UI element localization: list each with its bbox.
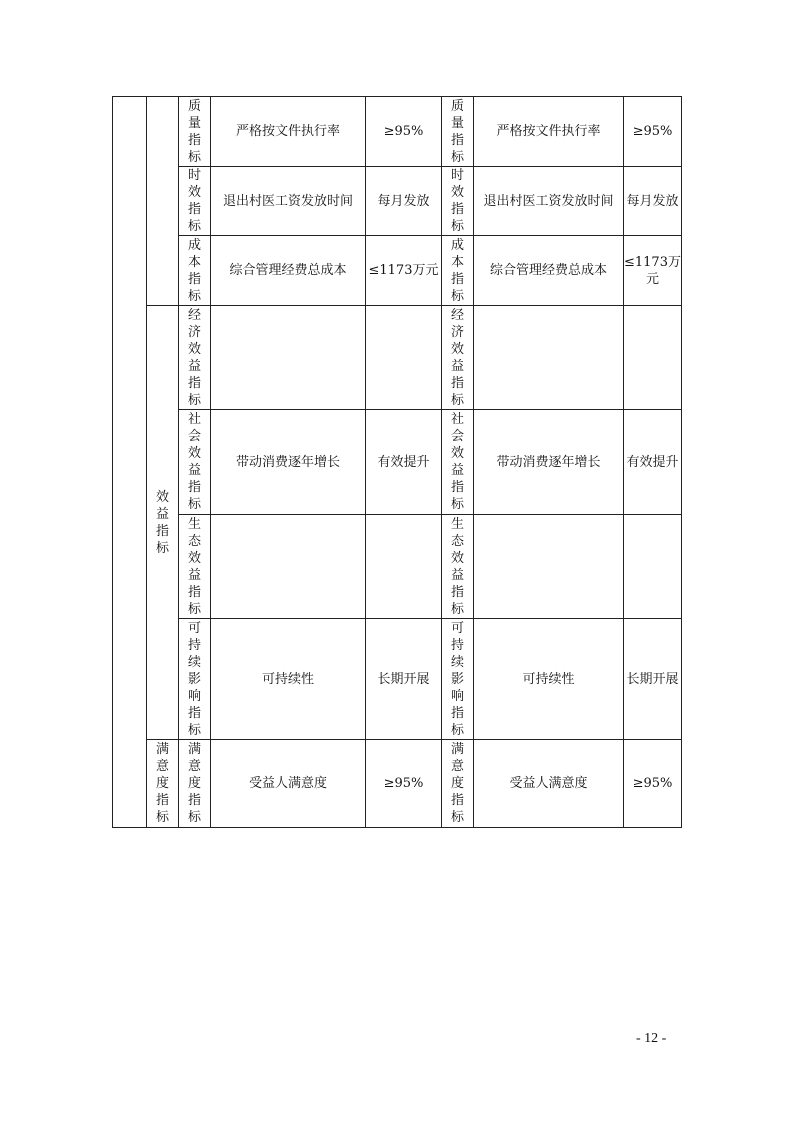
table-row	[113, 167, 682, 236]
level3-indicator-name: 成 本 指 标	[442, 236, 474, 306]
indicator-value	[624, 306, 682, 410]
indicator-value	[366, 515, 442, 619]
table-row	[113, 236, 682, 306]
level3-indicator-content: 综合管理经费总成本	[474, 236, 624, 306]
indicator-value: ≤1173万元	[366, 236, 442, 306]
page-number: - 12 -	[636, 1031, 667, 1046]
level3-indicator-name: 满 意 度 指 标	[442, 740, 474, 828]
level3-indicator-content	[474, 515, 624, 619]
level3-indicator-name: 时 效 指 标	[179, 167, 211, 236]
performance-indicator-table	[112, 96, 682, 828]
level3-indicator-name: 成 本 指 标	[179, 236, 211, 306]
indicator-value: 每月发放	[366, 167, 442, 236]
level3-indicator-name: 时 效 指 标	[442, 167, 474, 236]
table-row	[113, 619, 682, 740]
indicator-value: ≥95%	[624, 97, 682, 167]
level3-indicator-name: 生 态 效 益 指 标	[179, 515, 211, 619]
indicator-value: ≥95%	[366, 740, 442, 828]
level3-indicator-name: 满 意 度 指 标	[179, 740, 211, 828]
table-row	[113, 97, 682, 167]
table-row	[113, 515, 682, 619]
table-row	[113, 306, 682, 410]
level2-indicator-name: 效 益 指 标	[147, 306, 179, 740]
level3-indicator-name: 社 会 效 益 指 标	[179, 410, 211, 515]
level3-indicator-content: 受益人满意度	[211, 740, 366, 828]
level3-indicator-name: 社 会 效 益 指 标	[442, 410, 474, 515]
indicator-value: ≥95%	[366, 97, 442, 167]
level3-indicator-content: 可持续性	[474, 619, 624, 740]
indicator-value: 长期开展	[366, 619, 442, 740]
indicator-value: ≤1173万元	[624, 236, 682, 306]
table-row	[113, 740, 682, 828]
level3-indicator-name: 质 量 指 标	[442, 97, 474, 167]
level3-indicator-content: 退出村医工资发放时间	[211, 167, 366, 236]
level3-indicator-content	[211, 515, 366, 619]
indicator-value	[624, 515, 682, 619]
level3-indicator-name: 质 量 指 标	[179, 97, 211, 167]
level3-indicator-content: 受益人满意度	[474, 740, 624, 828]
blank-level1-cell	[113, 97, 147, 828]
indicator-value: 长期开展	[624, 619, 682, 740]
level3-indicator-name: 生 态 效 益 指 标	[442, 515, 474, 619]
indicator-value: ≥95%	[624, 740, 682, 828]
level3-indicator-content: 综合管理经费总成本	[211, 236, 366, 306]
level3-indicator-name: 可 持 续 影 响 指 标	[442, 619, 474, 740]
level3-indicator-content: 可持续性	[211, 619, 366, 740]
indicator-value: 每月发放	[624, 167, 682, 236]
level3-indicator-content: 严格按文件执行率	[474, 97, 624, 167]
level3-indicator-name: 经 济 效 益 指 标	[179, 306, 211, 410]
blank-level2-cell	[147, 97, 179, 306]
level3-indicator-content: 带动消费逐年增长	[211, 410, 366, 515]
indicator-value	[366, 306, 442, 410]
level3-indicator-name: 可 持 续 影 响 指 标	[179, 619, 211, 740]
level3-indicator-content	[474, 306, 624, 410]
indicator-value: 有效提升	[624, 410, 682, 515]
level2-indicator-name: 满 意 度 指 标	[147, 740, 179, 828]
level3-indicator-content	[211, 306, 366, 410]
level3-indicator-name: 经 济 效 益 指 标	[442, 306, 474, 410]
level3-indicator-content: 严格按文件执行率	[211, 97, 366, 167]
level3-indicator-content: 退出村医工资发放时间	[474, 167, 624, 236]
level3-indicator-content: 带动消费逐年增长	[474, 410, 624, 515]
table-row	[113, 410, 682, 515]
indicator-value: 有效提升	[366, 410, 442, 515]
